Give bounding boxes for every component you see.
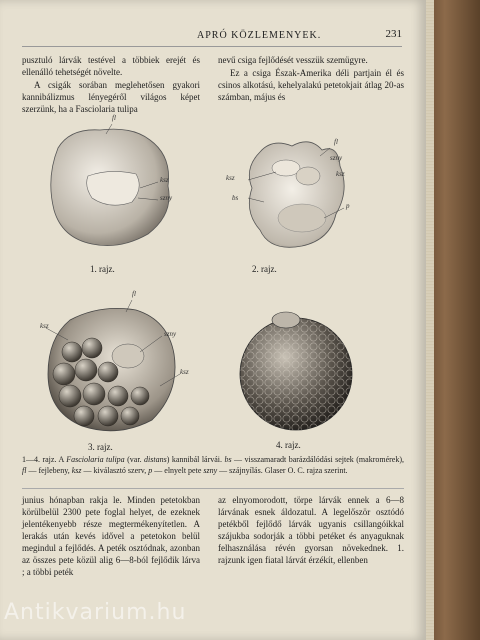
left-column-bottom (22, 494, 200, 579)
legend-text: 1—4. rajz. A (22, 455, 67, 464)
figure-4 (228, 306, 364, 450)
label-fl: fl (112, 114, 116, 122)
header-title: APRÓ KÖZLEMENYEK. (197, 30, 322, 41)
legend-text: — szájnyílás. Glaser O. C. rajza szerint. (217, 466, 348, 475)
label-p: p (346, 202, 350, 210)
label-ksz: ksz (226, 174, 235, 182)
watermark-logo: Antikvarium.hu (4, 600, 187, 625)
label-ksz: ksz (160, 176, 169, 184)
legend-species: Fasciolaria tulipa (66, 455, 125, 464)
right-column-bottom (218, 494, 404, 567)
figure-caption-4: 4. rajz. (276, 440, 301, 450)
right-column-top (218, 54, 404, 104)
legend-text: — fejlebeny, (26, 466, 72, 475)
label-szny: szny (330, 154, 343, 162)
legend-text: — visszamaradt barázdálódási sejtek (makromérek), (231, 455, 405, 464)
label-fl: fl (334, 138, 338, 146)
paragraph: junius hónapban rakja le. Minden petetokban körülbelül 2300 pete foglal helyet, de ezeknek jelentékenyebb része megtermékenyítetlen. A lerakás után kevés idővel a petetokon belül megindul a fejlődés. A peték osztódnak, azonban az összes pete közül alig 6—8-ból fejlődik lárva ; a többi peték (22, 495, 200, 577)
label-ksz-right: ksz (336, 170, 345, 178)
figure-1 (40, 114, 190, 274)
paragraph: pusztuló lárvák testével a többiek erejét és ellenálló tehetségét növelte. (22, 55, 200, 77)
figure-caption-1: 1. rajz. (90, 264, 115, 274)
legend-abbr: ksz (71, 466, 82, 475)
legend-variety: distans (144, 455, 167, 464)
figure-caption-2: 2. rajz. (252, 264, 277, 274)
figure-3 (40, 290, 190, 452)
legend-text: — elnyelt pete (152, 466, 204, 475)
legend-abbr: p (148, 466, 153, 475)
label-bs: bs (232, 194, 239, 202)
page-number: 231 (385, 28, 402, 40)
label-szny: szny (164, 330, 177, 338)
label-ksz-right: ksz (180, 368, 189, 376)
legend-rule (22, 488, 404, 489)
figure-caption-3: 3. rajz. (88, 442, 113, 452)
legend-abbr: fl (22, 466, 27, 475)
paragraph: nevű csiga fejlődését vesszük szemügyre. (218, 55, 368, 65)
paragraph: Ez a csiga Észak-Amerika déli partjain él és csinos alkotású, kehelyalakú petetokjait átlag 20-as számban, május és (218, 68, 404, 102)
book-spine (426, 0, 480, 640)
label-fl: fl (132, 290, 136, 298)
label-szny: szny (160, 194, 173, 202)
legend-abbr: szny (203, 466, 218, 475)
legend-text: ) kannibál lárvái. (166, 455, 225, 464)
figure-legend (22, 454, 404, 476)
running-header (22, 30, 410, 46)
figure-2 (226, 132, 376, 274)
header-rule (22, 46, 402, 47)
paragraph: A csigák sorában meglehetősen gyakori kannibálizmus lényegéről világos képet szerzünk, ha a Fasciolaria tulipa (22, 80, 200, 114)
paragraph: az elnyomorodott, törpe lárvák ennek a 6—8 lárvának esnek áldozatul. A legelőször osztódó petékből fejlődő lárvák ugyanis csillangóikkal szájukba sodorják a többi petéket és anyaguknak felhasználása révén gyorsan növekednek. 1. rajzunk igen fiatal lárvát érzékít, ellenben (218, 495, 404, 565)
legend-abbr: bs (224, 455, 232, 464)
label-ksz: ksz (40, 322, 49, 330)
left-column-top (22, 54, 200, 116)
legend-text: — kiválasztó szerv, (81, 466, 149, 475)
page-edges (426, 0, 434, 640)
legend-text: (var. (124, 455, 145, 464)
